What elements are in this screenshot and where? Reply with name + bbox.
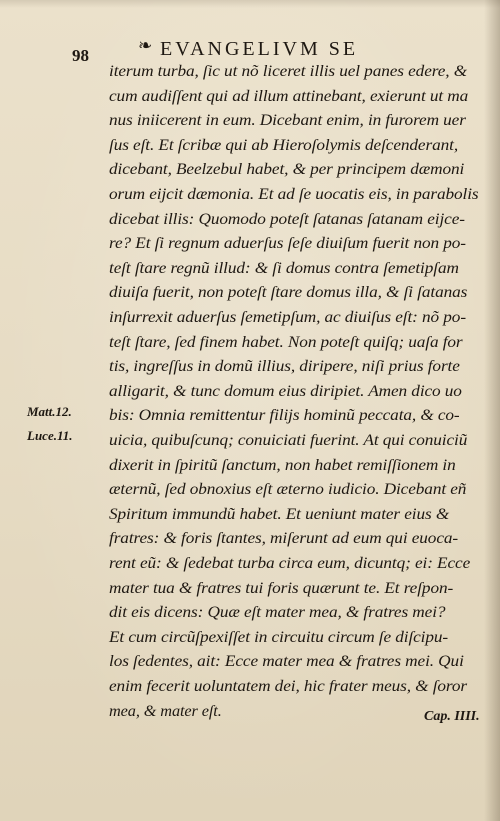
text-line: enim fecerit uoluntatem dei, hic frater meus, & ſoror (109, 676, 468, 695)
text-line: teſt ſtare regnũ illud: & ſi domus contra ſemetipſam (109, 257, 459, 277)
text-line: mater tua & fratres tui foris quærunt te. Et reſpon- (109, 577, 454, 597)
text-line: los ſedentes, ait: Ecce mater mea & fratres mei. Qui (109, 651, 464, 671)
text-line: dicebant, Beelzebul habet, & per principem dæmoni (109, 159, 465, 179)
catchword: Cap. IIII. (424, 709, 480, 724)
running-head: EVANGELIVM SE (160, 38, 359, 60)
fleuron-ornament-icon: ❧ (138, 36, 153, 56)
text-line: inſurrexit aduerſus ſemetipſum, ac diuiſus eſt: nõ po- (109, 307, 466, 326)
text-line: iterum turba, ſic ut nõ liceret illis uel panes edere, & (109, 61, 468, 80)
text-line: nus iniicerent in eum. Dicebant enim, in furorem uer (109, 110, 466, 130)
page-header (72, 30, 432, 65)
text-line: dicebat illis: Quomodo poteſt ſatanas ſatanam eijce- (109, 208, 465, 228)
page-number: 98 (72, 46, 89, 65)
text-line: rent eũ: & ſedebat turba circa eum, dicuntq; ei: Ecce (109, 553, 471, 572)
text-line: tis, ingreſſus in domũ illius, diripere, niſi prius forte (109, 356, 460, 376)
text-line: diuiſa fuerit, non poteſt ſtare domus illa, & ſi ſatanas (109, 282, 468, 302)
text-line: alligarit, & tunc domum eius diripiet. Amen dico uo (109, 380, 462, 400)
text-line: dit eis dicens: Quæ eſt mater mea, & fratres mei? (109, 602, 446, 622)
text-line: mea, & mater eſt. (109, 700, 222, 720)
text-line: dixerit in ſpiritũ ſanctum, non habet remiſſionem in (109, 454, 456, 474)
text-line: teſt ſtare, ſed finem habet. Non poteſt quiſq; uaſa for (109, 331, 463, 351)
text-line: Spiritum immundũ habet. Et ueniunt mater eius & (109, 503, 450, 523)
text-line: cum audiſſent qui ad illum attinebant, exierunt ut ma (109, 85, 469, 105)
text-line: fratres: & foris ſtantes, miſerunt ad eum qui euoca- (109, 528, 459, 548)
text-line: re? Et ſi regnum aduerſus ſeſe diuiſum fuerit non po- (109, 233, 466, 253)
text-line: bis: Omnia remittentur filijs hominũ peccata, & co- (109, 405, 460, 425)
text-line: orum eijcit dæmonia. Et ad ſe uocatis eis, in parabolis (109, 184, 479, 203)
page-top-edge (0, 0, 500, 8)
text-line: æternũ, ſed obnoxius eſt æterno iudicio. Dicebant eñ (109, 479, 467, 499)
margin-note: Matt.12. (27, 404, 72, 419)
text-line: ſus eſt. Et ſcribæ qui ab Hieroſolymis deſcenderant, (109, 134, 459, 154)
text-line: Et cum circũſpexiſſet in circuitu circum ſe diſcipu- (109, 626, 449, 646)
margin-note: Luce.11. (27, 428, 73, 443)
main-text (109, 60, 487, 726)
text-line: uicia, quibuſcunq; conuiciati fuerint. At qui conuiciũ (109, 430, 468, 449)
